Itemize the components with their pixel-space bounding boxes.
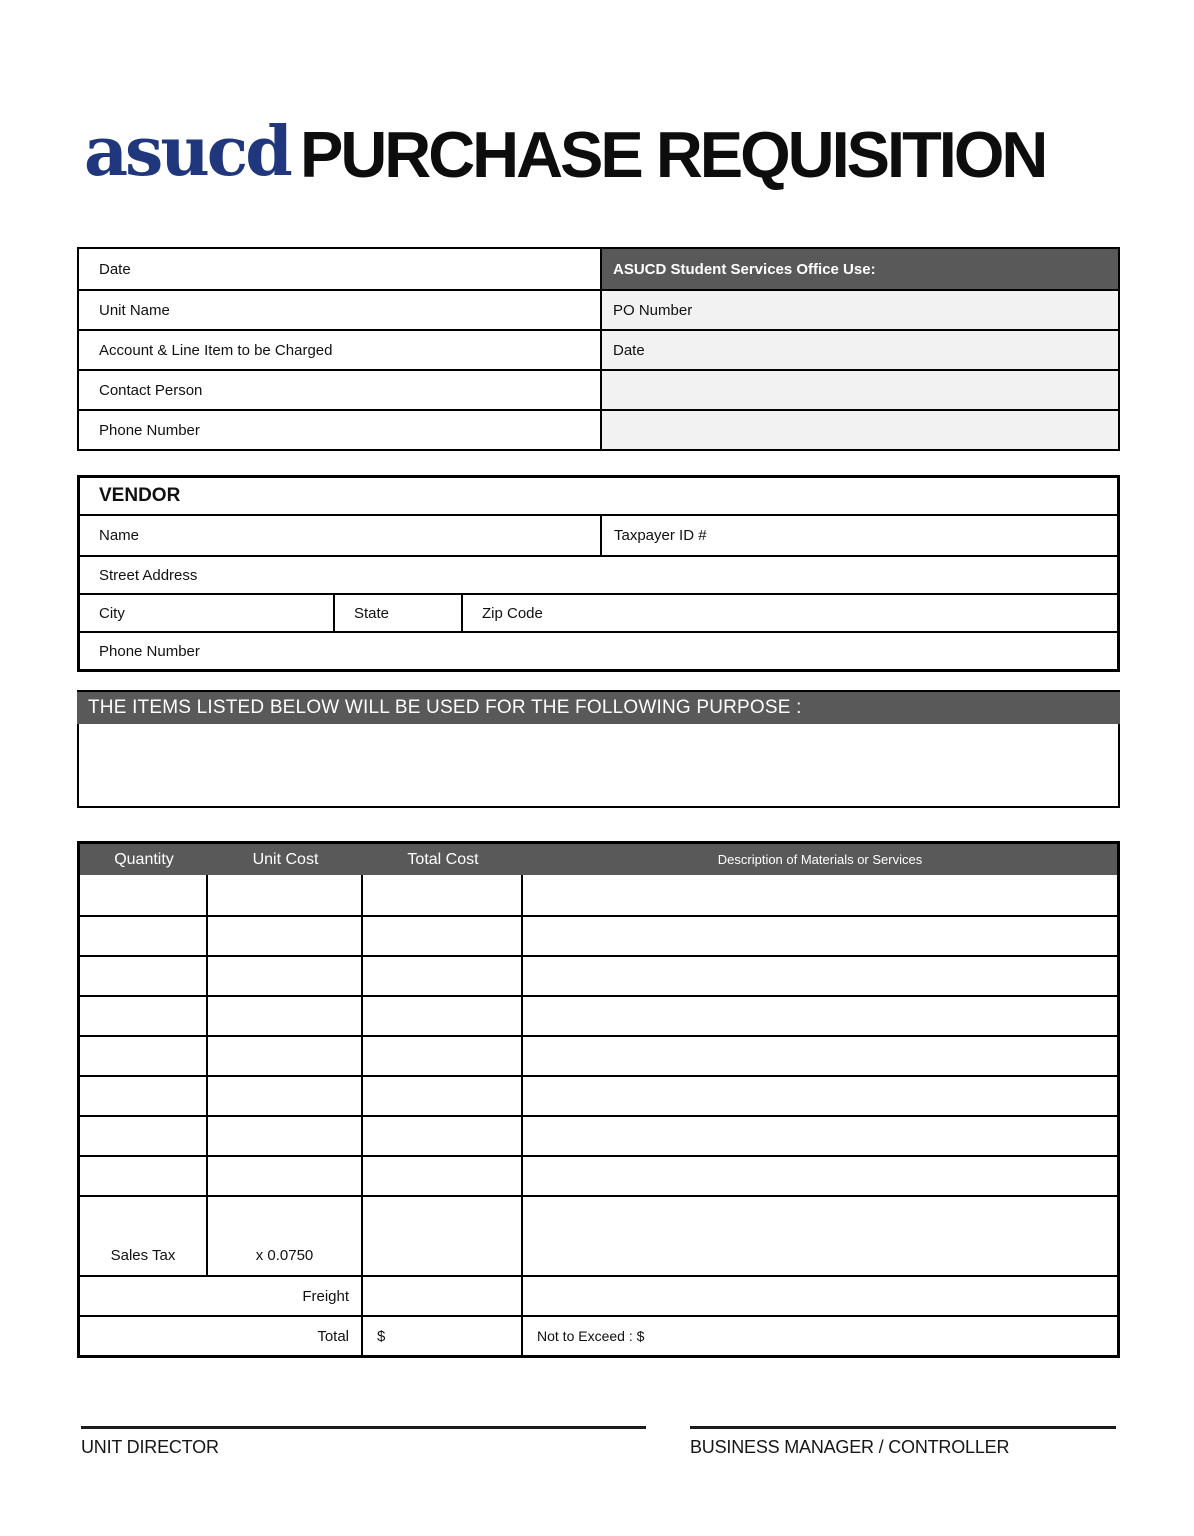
purpose-text-area [77, 724, 1120, 808]
item-cell [363, 917, 523, 955]
vendor-phone-row [80, 631, 1117, 669]
vendor-header-row [80, 478, 1117, 514]
item-cell [523, 1197, 1117, 1235]
unit-cost-column-header: Unit Cost [252, 850, 319, 868]
item-cell [363, 1037, 523, 1075]
items-empty-rows [80, 875, 1117, 1235]
phone-number-label: Phone Number [79, 411, 602, 449]
info-row-phone [79, 409, 1118, 449]
item-row [80, 875, 1117, 915]
sales-tax-row [80, 1235, 1117, 1275]
office-empty-cell [602, 371, 1118, 409]
quantity-column-header: Quantity [114, 850, 174, 868]
street-address-label: Street Address [99, 566, 198, 584]
item-cell [363, 1157, 523, 1195]
requisition-info-table [77, 247, 1120, 451]
item-cell [523, 957, 1117, 995]
item-row [80, 915, 1117, 955]
sales-tax-desc-cell [523, 1235, 1117, 1275]
item-row [80, 1195, 1117, 1235]
not-to-exceed-label: Not to Exceed : $ [537, 1328, 645, 1344]
item-cell [363, 1077, 523, 1115]
vendor-phone-label: Phone Number [99, 642, 200, 660]
unit-name-label: Unit Name [79, 291, 602, 329]
item-cell [523, 997, 1117, 1035]
item-cell [523, 1037, 1117, 1075]
item-row [80, 1155, 1117, 1195]
item-cell [208, 875, 363, 915]
office-date-label: Date [602, 331, 1118, 369]
item-cell [523, 1117, 1117, 1155]
item-cell [363, 1197, 523, 1235]
item-cell [363, 997, 523, 1035]
item-row [80, 1035, 1117, 1075]
item-cell [363, 875, 523, 915]
freight-amount-cell [363, 1277, 523, 1315]
description-column-header: Description of Materials or Services [717, 852, 923, 867]
vendor-table [77, 475, 1120, 672]
item-cell [80, 875, 208, 915]
item-cell [208, 1037, 363, 1075]
item-cell [208, 1117, 363, 1155]
item-cell [80, 1037, 208, 1075]
vendor-section-title: VENDOR [99, 485, 181, 506]
items-table [77, 841, 1120, 1358]
info-row-unit-name [79, 289, 1118, 329]
total-cost-column-header: Total Cost [407, 850, 479, 868]
city-label: City [80, 595, 335, 631]
office-use-header: ASUCD Student Services Office Use: [602, 249, 1118, 289]
info-row-account [79, 329, 1118, 369]
item-cell [80, 1117, 208, 1155]
info-row-contact [79, 369, 1118, 409]
vendor-city-row [80, 593, 1117, 631]
contact-person-label: Contact Person [79, 371, 602, 409]
purpose-banner: THE ITEMS LISTED BELOW WILL BE USED FOR THE FOLLOWING PURPOSE : [77, 690, 1120, 724]
item-cell [80, 957, 208, 995]
freight-label: Freight [80, 1277, 363, 1315]
vendor-name-row [80, 514, 1117, 555]
total-label: Total [80, 1317, 363, 1355]
item-row [80, 995, 1117, 1035]
item-cell [208, 1077, 363, 1115]
business-manager-signature-line: BUSINESS MANAGER / CONTROLLER [690, 1426, 1116, 1458]
item-cell [80, 1157, 208, 1195]
sales-tax-label: Sales Tax [80, 1235, 208, 1275]
freight-row [80, 1275, 1117, 1315]
page-title: PURCHASE REQUISITION [300, 118, 1046, 191]
item-cell [80, 1077, 208, 1115]
item-row [80, 1075, 1117, 1115]
unit-director-signature-line: UNIT DIRECTOR [81, 1426, 646, 1458]
office-empty-cell [602, 411, 1118, 449]
item-cell [363, 957, 523, 995]
freight-desc-cell [523, 1277, 1117, 1315]
state-label: State [335, 595, 463, 631]
item-cell [80, 1197, 208, 1235]
total-row [80, 1315, 1117, 1355]
item-cell [363, 1117, 523, 1155]
zip-code-label: Zip Code [482, 604, 543, 622]
account-line-item-label: Account & Line Item to be Charged [79, 331, 602, 369]
date-label: Date [79, 249, 602, 289]
item-cell [523, 1077, 1117, 1115]
info-row-date [79, 249, 1118, 289]
taxpayer-id-label: Taxpayer ID # [614, 527, 707, 544]
item-row [80, 1115, 1117, 1155]
item-cell [208, 957, 363, 995]
item-cell [523, 875, 1117, 915]
item-cell [523, 917, 1117, 955]
item-row [80, 955, 1117, 995]
po-number-label: PO Number [602, 291, 1118, 329]
asucd-logo: asucd [84, 112, 290, 192]
item-cell [208, 997, 363, 1035]
items-header-row [80, 844, 1117, 875]
sales-tax-amount-cell [363, 1235, 523, 1275]
item-cell [208, 1157, 363, 1195]
item-cell [523, 1157, 1117, 1195]
item-cell [80, 917, 208, 955]
total-currency: $ [363, 1317, 523, 1355]
item-cell [208, 917, 363, 955]
vendor-street-row [80, 555, 1117, 593]
item-cell [208, 1197, 363, 1235]
item-cell [80, 997, 208, 1035]
sales-tax-multiplier: x 0.0750 [208, 1235, 363, 1275]
vendor-name-label: Name [80, 516, 602, 555]
